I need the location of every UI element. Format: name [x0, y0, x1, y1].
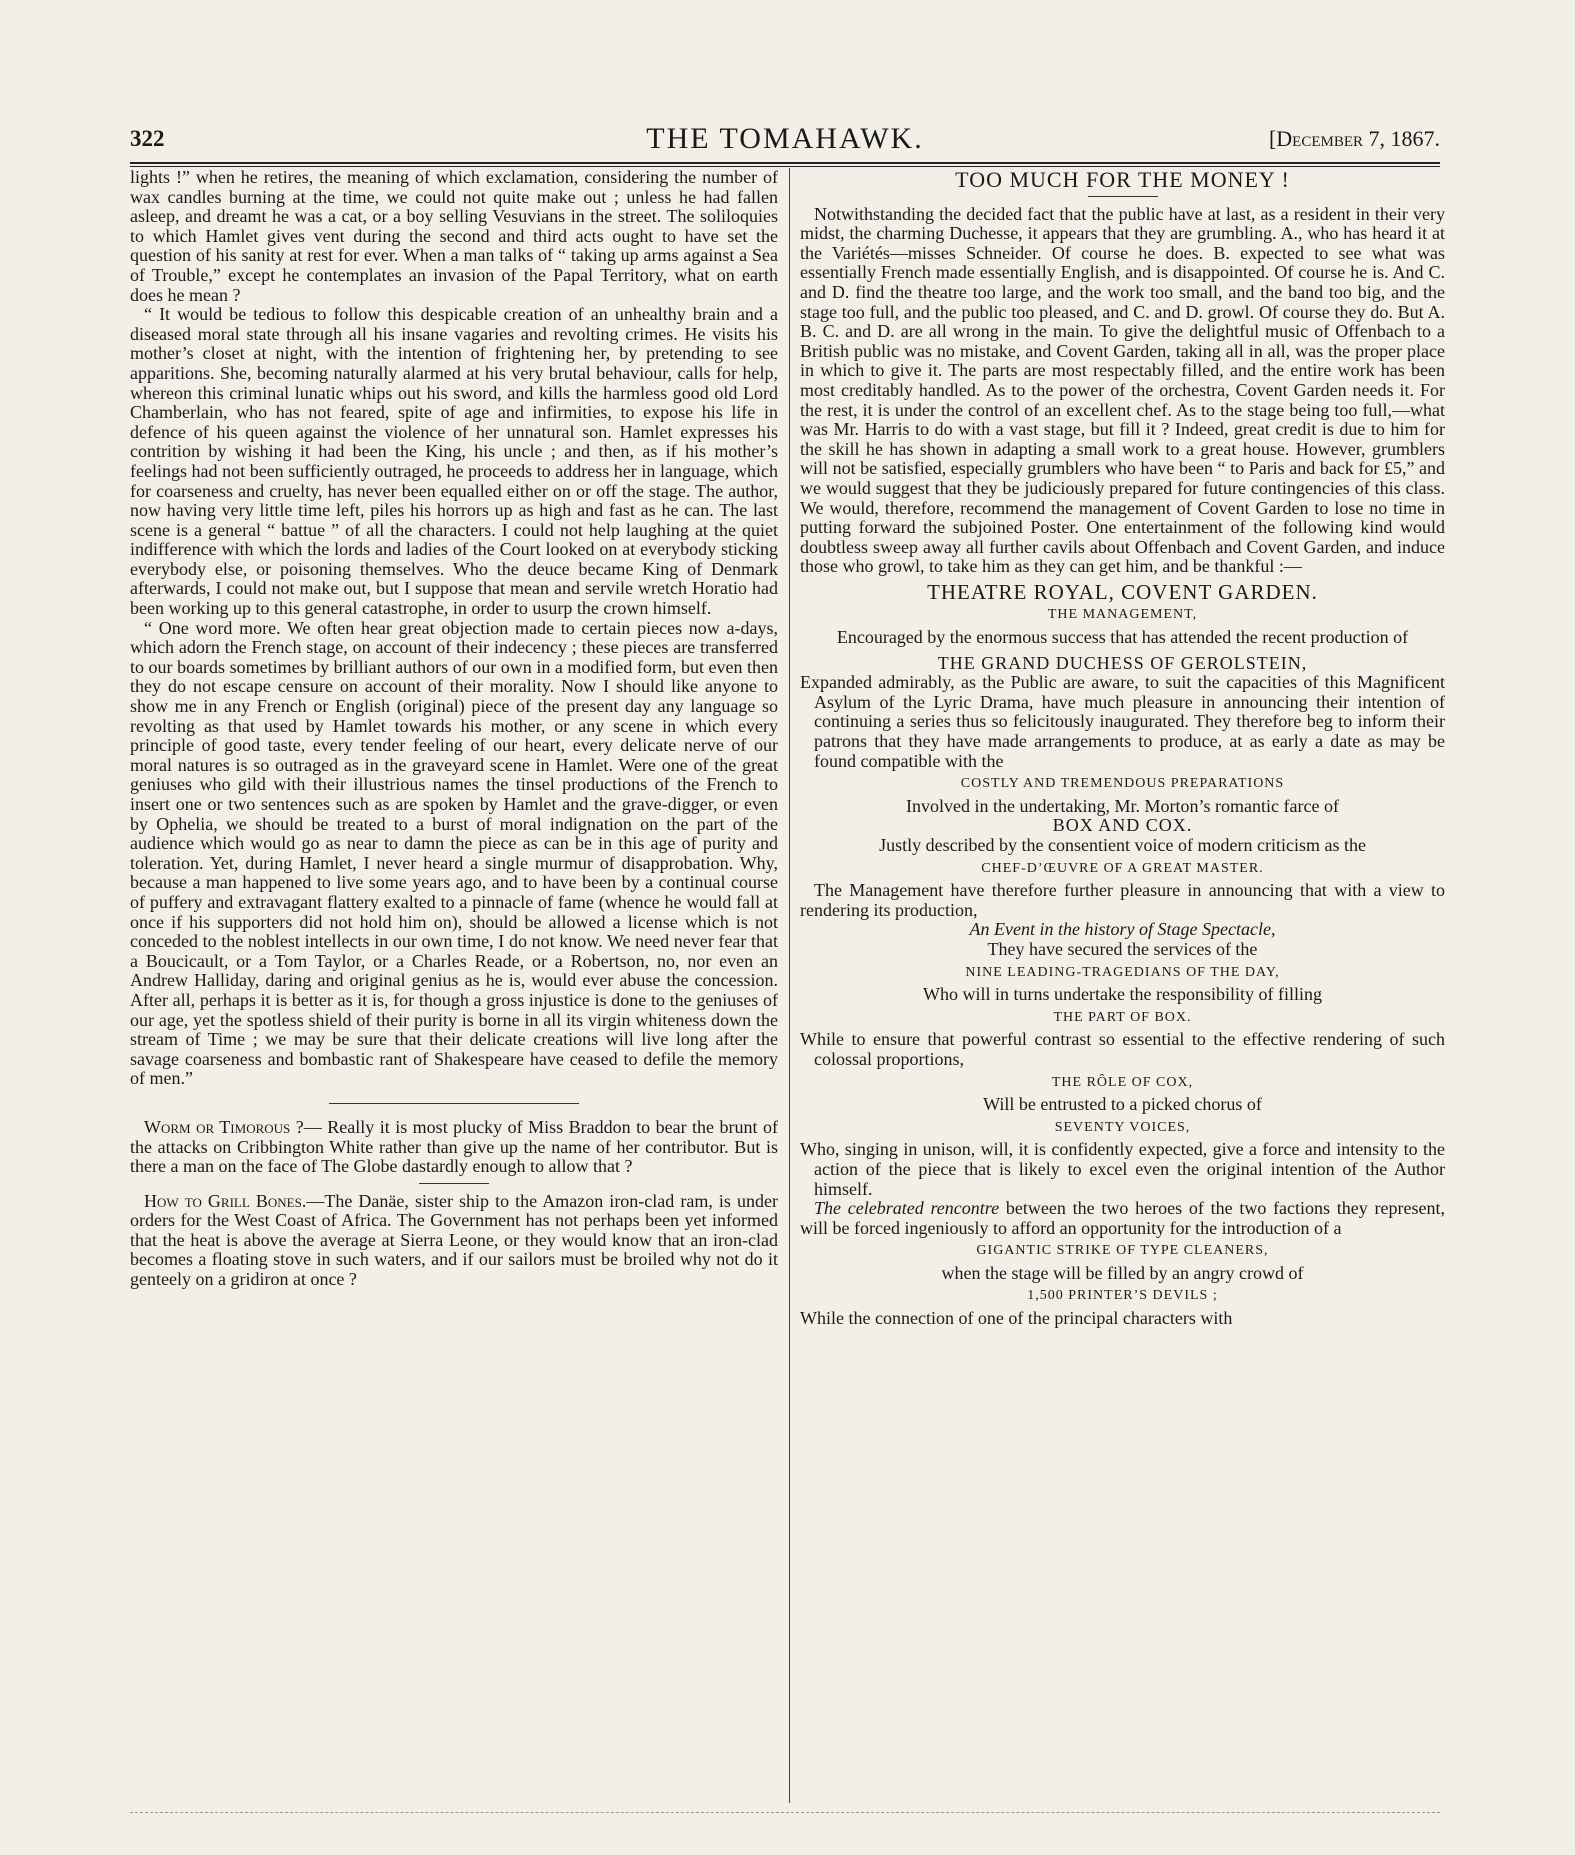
- section-divider: [329, 1103, 579, 1104]
- poster-box-and-cox: BOX AND COX.: [1052, 815, 1193, 836]
- column-divider: [789, 168, 790, 1803]
- article-title: TOO MUCH FOR THE MONEY !: [955, 168, 1290, 192]
- poster-encouraged: Encouraged by the enormous success that has attended the recent production of: [836, 627, 1409, 648]
- poster-turns: Who will in turns undertake the responsibility of filling: [923, 984, 1322, 1005]
- grill-text: —The Danäe, sister ship to the Amazon iron-clad ram, is under orders for the West Coast of Africa. The Government has not perhaps been yet informed that the heat is above the average at Sierra Leone, or they would know that an iron-clad becomes a floating stove in such waters, and if our sailors must be broiled why not do it genteely on a gridiron at once ?: [130, 1190, 778, 1290]
- poster-entrusted: Will be entrusted to a picked chorus of: [983, 1094, 1262, 1115]
- poster-expanded: Expanded admirably, as the Public are aware, to suit the capacities of this Magnificent Asylum of the Lyric Drama, have much pleasure in announcing their intention of continuing a series thus so felicitously inaugurated. They therefore beg to inform their patrons that they have made arrangements to produce, at as early a date as may be found compatible with the: [800, 672, 1445, 771]
- hamlet-paragraph-2: “ It would be tedious to follow this despicable creation of an unhealthy brain and a diseased moral state through all his insane vagaries and revolting crimes. He visits his mother’s closet at night, with the intention of frightening her, by pretending to see apparitions. She, becoming naturally alarmed at his very brutal behaviour, calls for help, whereon this criminal lunatic whips out his sword, and kills the harmless good old Lord Chamberlain, who has not feared, spite of age and infirmities, to expose his life in defence of his queen against the violence of her unnatural son. Hamlet expresses his contrition by wishing it had been the King, his uncle ; and then, as if his mother’s feelings had not been sufficiently outraged, he proceeds to address her in language, which for coarseness and cruelty, has never been equalled either on or off the stage. The author, now having very little time left, piles his horrors up as high and fast as he can. The last scene is a general “ battue ” of all the characters. I could not help laughing at the quiet indifference with which the lords and ladies of the Court looked on at everybody sticking everybody else, or poisoning themselves. Who the deuce became King of Denmark afterwards, I could not make out, but I suppose that mean and servile wretch Horatio had been working up to this general catastrophe, in order to usurp the crown himself.: [130, 304, 778, 619]
- article-intro: Notwithstanding the decided fact that the public have at last, as a resident in their very midst, the charming Duchesse, it appears that they are grumbling. A., who has heard it at the Variétés—misses Schneider. Of course he does. B. expected to see what was essentially French made essentially English, and is disappointed. Of course he is. And C. and D. find the theatre too large, and the work too small, and the band too big, and the stage too full, and the public too pleased, and C. and D. growl. Of course they do. But A. B. C. and D. are all wrong in the main. To give the delightful music of Offenbach to a British public was no mistake, and Covent Garden, taking all in all, was the proper place in which to give it. The parts are most respectably filled, and the entire work has been most creditably handled. As to the power of the orchestra, Covent Garden needs it. For the rest, it is under the control of an excellent chef. As to the stage being too full,—what was Mr. Harris to do with a vast stage, but fill it ? Indeed, great credit is due to him for the skill he has shown in adapting a small work to a great house. However, grumblers will not be satisfied, especially grumblers who have been “ to Paris and back for £5,” and we would suggest that they be judiciously prepared for future contingencies of this class. We would, therefore, recommend the management of Covent Garden to lose no time in putting forward the subjoined Poster. One entertainment of the following kind would doubtless sweep away all further cavils about Offenbach and Covent Garden, and induce those who growl, to take him as they can get him, and be thankful :—: [800, 203, 1445, 577]
- rencontre-italic: The celebrated rencontre: [814, 1198, 1000, 1219]
- poster-stage-filled: when the stage will be filled by an angry crowd of: [941, 1262, 1304, 1283]
- title-rule: [1088, 196, 1158, 197]
- masthead: THE TOMAHAWK.: [646, 122, 924, 155]
- poster-involved: Involved in the undertaking, Mr. Morton’s romantic farce of: [906, 795, 1339, 816]
- poster-costly: COSTLY AND TREMENDOUS PREPARATIONS: [960, 776, 1285, 792]
- grill-item: [130, 1192, 778, 1290]
- poster-while-connection: While the connection of one of the principal characters with: [800, 1308, 1233, 1329]
- poster-role-of-cox: THE RÔLE OF COX,: [1051, 1074, 1194, 1090]
- rencontre-text: between the two heroes of the two factions they represent, will be forced ingeniously to afford an opportunity for the introduction of a: [800, 1198, 1445, 1238]
- poster-contrast: While to ensure that powerful contrast so essential to the effective rendering of such colossal proportions,: [800, 1029, 1445, 1069]
- header-rule: [130, 162, 1440, 167]
- worm-item: [130, 1118, 778, 1177]
- hamlet-paragraph-1: lights !” when he retires, the meaning of which exclamation, considering the number of wax candles burning at the time, we could not quite make out ; unless he had fallen asleep, and dreamt he was a cat, or a boy selling Vesuvians in the street. The soliloquies to which Hamlet gives vent during the second and third acts ought to have set the question of his sanity at rest for ever. When a man talks of “ taking up arms against a Sea of Trouble,” except he contemplates an invasion of the Papal Territory, what on earth does he mean ?: [130, 168, 778, 305]
- poster-management: THE MANAGEMENT,: [1047, 607, 1198, 623]
- poster-chef-doeuvre: CHEF-D’ŒUVRE OF A GREAT MASTER.: [981, 860, 1264, 876]
- poster-strike: GIGANTIC STRIKE OF TYPE CLEANERS,: [976, 1243, 1269, 1259]
- poster-printers-devils: 1,500 PRINTER’S DEVILS ;: [1027, 1288, 1218, 1304]
- worm-text: — Really it is most plucky of Miss Braddon to bear the brunt of the attacks on Cribbington White rather than give up the name of her contributor. But is there a man on the face of The Globe dastardly enough to allow that ?: [130, 1116, 778, 1177]
- hamlet-paragraph-3: “ One word more. We often hear great objection made to certain pieces now a-days, which adorn the French stage, on account of their indecency ; these pieces are transferred to our boards sometimes by brilliant authors of our own in a modified form, but even then they do not escape censure on account of their morality. Now I should like anyone to show me in any French or English (original) piece of the present day any language so revolting as that used by Hamlet towards his mother, or any scene in which every principle of good taste, every tender feeling of our heart, every delicate nerve of our moral natures is so outraged as in the graveyard scene in Hamlet. Were one of the great geniuses who gild with their illustrious names the tinsel productions of the French to insert one or two sentences such as are spoken by Hamlet and the grave-digger, or even by Ophelia, we should be treated to a burst of moral indignation on the part of the audience which would go as near to damn the piece as can be in this age of purity and toleration. Yet, during Hamlet, I never heard a single murmur of disapprobation. Why, because a man happened to live some years ago, and to have been by a continual course of puffery and extravagant flattery exalted to a pinnacle of fame (whence he would fall at once if his supporters did not hold him on), should be allowed a license which is not conceded to the noblest intellects in our own time, I do not know. We need never fear that a Boucicault, or a Tom Taylor, or a Charles Reade, or a Robertson, no, nor even an Andrew Halliday, daring and original genius as he is, would ever abuse the concession. After all, perhaps it is better as it is, for though a gross injustice is done to the geniuses of our age, yet the spotless shield of their purity is borne in all its virgin whiteness down the stream of Time ; we may be sure that their delicate creations will live long after the savage coarseness and bombastic rant of Shakespeare have ceased to defile the memory of men.”: [130, 617, 778, 1089]
- issue-date: [December 7, 1867.: [1268, 126, 1440, 151]
- left-column: [130, 168, 778, 1808]
- poster-part-of-box: THE PART OF BOX.: [1053, 1009, 1192, 1025]
- poster-justly: Justly described by the consentient voice of modern criticism as the: [879, 835, 1366, 855]
- poster-management-pleasure: The Management have therefore further pleasure in announcing that with a view to rendering its production,: [800, 880, 1445, 920]
- poster-title: THEATRE ROYAL, COVENT GARDEN.: [927, 579, 1318, 604]
- poster-nine-tragedians: NINE LEADING-TRAGEDIANS OF THE DAY,: [965, 964, 1280, 980]
- grill-title: How to Grill Bones.: [144, 1190, 307, 1211]
- poster-rencontre: [800, 1199, 1445, 1238]
- item-divider: [419, 1183, 489, 1184]
- poster-singing: Who, singing in unison, will, it is confidently expected, give a force and intensity to the action of the piece that is likely to excel even the original intention of the Author himself.: [800, 1139, 1445, 1199]
- worm-title: Worm or Timorous ?: [144, 1116, 304, 1137]
- page-number: 322: [130, 126, 165, 151]
- poster-grand-duchess: THE GRAND DUCHESS OF GEROLSTEIN,: [937, 652, 1308, 673]
- right-column: [800, 168, 1445, 1808]
- bottom-rule: [130, 1812, 1440, 1813]
- poster-seventy-voices: SEVENTY VOICES,: [1054, 1119, 1191, 1135]
- page-header: [130, 122, 1440, 162]
- poster-secured: They have secured the services of the: [987, 938, 1258, 959]
- poster-event: An Event in the history of Stage Spectacle,: [969, 919, 1276, 940]
